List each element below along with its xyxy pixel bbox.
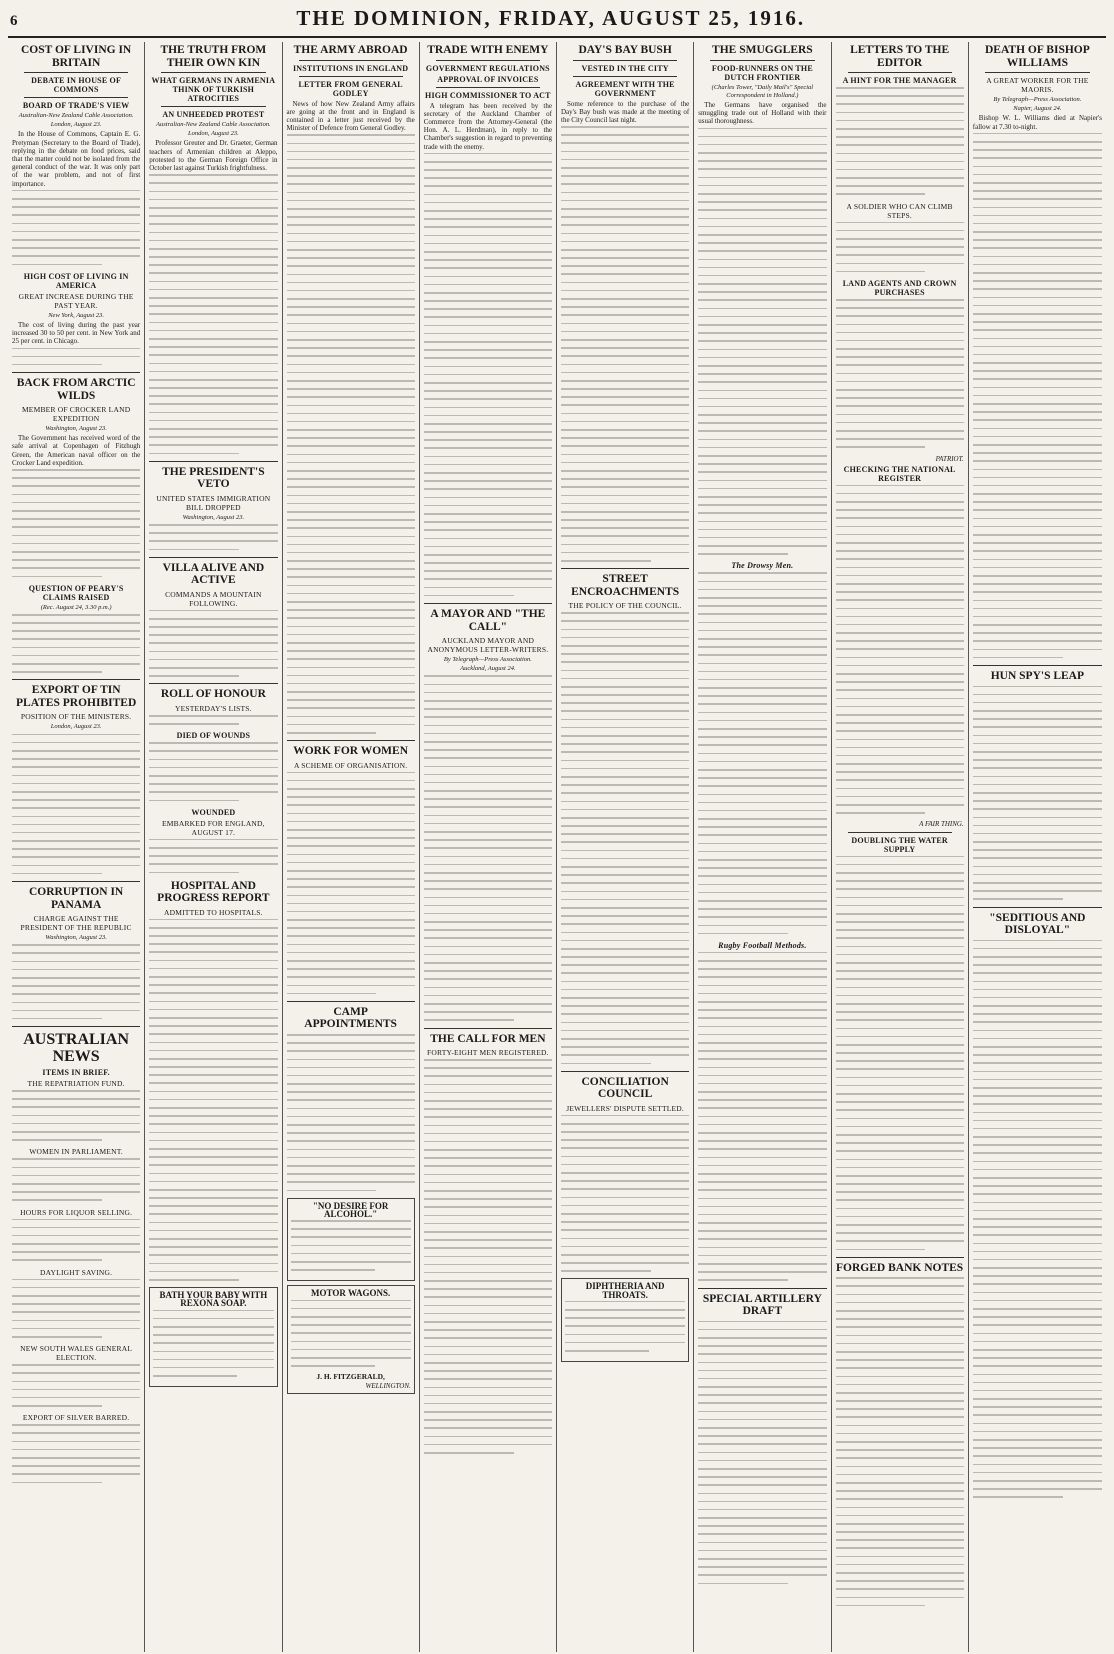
text-lines [836,222,964,273]
subhead: THE POLICY OF THE COUNCIL. [568,601,682,611]
headline-mayor-and-call: A MAYOR AND "THE CALL" [430,608,546,633]
headline-smugglers: THE SMUGGLERS [712,44,813,56]
subhead: THE REPATRIATION FUND. [27,1079,125,1089]
text-lines [698,128,826,555]
text-lines [561,1115,689,1272]
text-lines [836,856,964,1251]
source-line: Australian-New Zealand Cable Association. [156,121,271,128]
subhead: Rugby Football Methods. [718,940,807,950]
subhead: POSITION OF THE MINISTERS. [20,712,132,722]
subhead: DOUBLING THE WATER SUPPLY [851,835,948,854]
headline-panama: CORRUPTION IN PANAMA [29,886,124,911]
subhead: A SCHEME OF ORGANISATION. [293,760,408,770]
source-line: By Telegraph—Press Association. [993,96,1082,103]
dateline: Washington, August 23. [45,425,107,433]
ad-heading: BATH YOUR BABY WITH REXONA SOAP. [159,1290,268,1309]
dateline: London, August 23. [187,130,239,138]
headline-forged-bank-notes: FORGED BANK NOTES [836,1261,964,1274]
article-text: The cost of living during the past year increased 30 to 50 per cent. in New York and 25 per cent. in Chicago. [12,320,141,346]
headline-cost-of-living: COST OF LIVING IN BRITAIN [21,44,132,69]
subhead: GREAT INCREASE DURING THE PAST YEAR. [18,291,134,310]
subhead: A HINT FOR THE MANAGER [842,76,957,85]
subhead: HOURS FOR LIQUOR SELLING. [20,1207,133,1217]
headline-death-bishop-williams: DEATH OF BISHOP WILLIAMS [984,44,1090,69]
article-text: A telegram has been received by the secretary of the Auckland Chamber of Commerce from the Attorney-General (the Hon. A. L. Herdman), in reply to the Chamber's suggestion in regard to preventing trade with the enemy. [423,101,552,151]
headline-roll-of-honour: ROLL OF HONOUR [160,688,266,701]
headline-special-artillery-draft: SPECIAL ARTILLERY DRAFT [702,1292,822,1318]
ad-place: WELLINGTON. [365,1381,411,1390]
subhead: GOVERNMENT REGULATIONS [425,63,550,73]
ad-heading: "NO DESIRE FOR ALCOHOL." [312,1200,389,1219]
headline-camp-appointments: CAMP APPOINTMENTS [304,1005,397,1031]
ad-heading: MOTOR WAGONS. [311,1288,391,1299]
newspaper-title: THE DOMINION, FRIDAY, AUGUST 25, 1916. [296,6,806,30]
headline-army-abroad: THE ARMY ABROAD [293,44,408,56]
text-lines [12,614,140,673]
article-text: Professor Greuter and Dr. Graeter, German teachers of Armenian children at Aleppo, protested to the German Foreign Office in October last against Turkish frightfulness. [149,139,278,173]
dateline: London, August 23. [50,723,102,731]
subhead: VESTED IN THE CITY [581,63,669,73]
ad-heading: DIPHTHERIA AND THROATS. [585,1281,665,1300]
text-lines [836,87,964,195]
text-lines [153,1310,273,1377]
text-lines [424,675,552,1020]
headline-days-bay-bush: DAY'S BAY BUSH [578,44,672,56]
text-lines [698,952,826,1281]
text-lines [973,133,1102,659]
text-lines [12,1364,140,1407]
text-lines [424,153,552,597]
source-line: By Telegraph—Press Association. [443,656,532,664]
subhead: CHARGE AGAINST THE PRESIDENT OF THE REPUBLIC [20,914,132,932]
subhead: A SOLDIER WHO CAN CLIMB STEPS. [846,201,953,220]
text-lines [973,686,1102,900]
text-lines [12,734,140,875]
subhead: YESTERDAY'S LISTS. [174,703,252,713]
text-lines [12,190,140,265]
article-text: The Germans have organised the smuggling trade out of Holland with their usual thoroughness. [698,100,827,126]
headline-president-veto: THE PRESIDENT'S VETO [162,465,265,491]
text-lines [424,1059,552,1454]
text-lines [12,1219,140,1262]
text-lines [291,1220,411,1271]
dateline: Napier, August 24. [1013,105,1062,113]
text-lines [287,134,415,733]
subhead: EXPORT OF SILVER BARRED. [22,1413,130,1423]
dateline: New York, August 23. [48,311,105,319]
headline-street-encroachments: STREET ENCROACHMENTS [571,573,680,598]
subhead: HIGH COMMISSIONER TO ACT [425,90,551,100]
column-4 [420,42,557,1652]
subhead: JEWELLERS' DISPUTE SETTLED. [566,1103,685,1113]
column-2 [145,42,282,1652]
headline-arctic: BACK FROM ARCTIC WILDS [16,377,136,402]
text-lines [561,126,689,562]
headline-seditious-disloyal: "SEDITIOUS AND DISLOYAL" [989,911,1086,937]
text-lines [836,1277,964,1606]
article-text: The Government has received word of the safe arrival at Copenhagen of Fitzhugh Green, the American naval officer on the Crocker Land expedition. [12,434,141,467]
text-lines [149,174,277,454]
subhead: FOOD-RUNNERS ON THE DUTCH FRONTIER [711,63,813,82]
column-7 [832,42,969,1652]
letter-signature: PATRIOT. [935,454,964,463]
text-lines [836,485,964,814]
article-text: Some reference to the purchase of the Day's Bay bush was made at the meeting of the City Council last night. [561,99,690,124]
subhead: BOARD OF TRADE'S VIEW [22,101,130,110]
headline-call-for-men: THE CALL FOR MEN [430,1032,546,1045]
headline-letters-to-editor: LETTERS TO THE EDITOR [850,44,950,69]
text-lines [836,299,964,448]
text-lines [149,742,277,801]
subhead: DIED OF WOUNDS [176,731,251,741]
text-lines [149,524,277,550]
dateline: London, August 23. [50,121,102,129]
column-1 [8,42,145,1652]
subhead: WHAT GERMANS IN ARMENIA THINK OF TURKISH ATROCITIES [151,76,276,103]
text-lines [12,944,140,1019]
masthead [8,6,1106,38]
dateline: Washington, August 23. [182,513,245,521]
subhead: WOUNDED [191,807,236,817]
subhead: HIGH COST OF LIVING IN AMERICA [23,271,129,290]
text-lines [565,1301,685,1352]
text-lines [149,715,277,725]
text-lines [561,612,689,1064]
subhead: COMMANDS A MOUNTAIN FOLLOWING. [165,589,262,608]
subhead: MEMBER OF CROCKER LAND EXPEDITION [21,405,131,424]
headline-hospital-report: HOSPITAL AND PROGRESS REPORT [157,879,270,905]
page-number: 6 [10,13,18,29]
headline-truth: THE TRUTH FROM THEIR OWN KIN [160,44,267,69]
headline-work-for-women: WORK FOR WOMEN [293,745,409,758]
text-lines [12,469,140,577]
text-lines [287,772,415,995]
text-lines [698,1321,826,1585]
subhead: INSTITUTIONS IN ENGLAND [292,63,409,73]
column-grid [8,42,1106,1652]
correspondent-line: (Charles Tower, "Daily Mail's" Special Correspondent in Holland.) [711,83,814,99]
dateline: Washington, August 23. [45,934,107,941]
text-lines [12,1279,140,1338]
column-6 [694,42,831,1652]
text-lines [12,1158,140,1201]
letter-signature: A FAIR THING. [919,820,964,829]
headline-trade-with-enemy: TRADE WITH ENEMY [427,44,549,56]
column-5 [557,42,694,1652]
article-text: In the House of Commons, Captain E. G. Pretyman (Secretary to the Board of Trade), replying in the debate on food prices, said that the matter could not be isolated from the general conduct of the war. It was only part of the war problem, and not of first importance. [12,130,141,188]
text-lines [149,610,277,677]
source-line: Australian-New Zealand Cable Association. [18,112,134,119]
column-3 [283,42,420,1652]
subhead: ADMITTED TO HOSPITALS. [164,907,263,917]
advertisement-motor-wagons [287,1285,415,1393]
advertisement-rexona [149,1287,277,1387]
subhead: DAYLIGHT SAVING. [40,1267,113,1277]
subhead: The Drowsy Men. [731,561,794,571]
text-lines [12,348,140,366]
text-lines [12,1424,140,1483]
subhead: AUCKLAND MAYOR AND ANONYMOUS LETTER-WRITERS. [427,636,549,655]
text-lines [149,839,277,873]
subhead: UNITED STATES IMMIGRATION BILL DROPPED [156,493,271,512]
subhead: LAND AGENTS AND CROWN PURCHASES [842,278,957,297]
dateline: (Rec. August 24, 3.30 p.m.) [40,603,112,611]
subhead: FORTY-EIGHT MEN REGISTERED. [427,1048,549,1057]
headline-australian-news: AUSTRALIAN NEWS [23,1031,130,1066]
text-lines [12,1090,140,1141]
dateline: Auckland, August 24. [460,665,516,673]
headline-conciliation-council: CONCILIATION COUNCIL [581,1075,669,1101]
subhead: WOMEN IN PARLIAMENT. [29,1147,124,1157]
text-lines [291,1300,411,1367]
subhead: CHECKING THE NATIONAL REGISTER [843,464,956,483]
subhead: DEBATE IN HOUSE OF COMMONS [31,76,122,94]
headline-villa: VILLA ALIVE AND ACTIVE [162,561,265,587]
subhead: QUESTION OF PEARY'S CLAIMS RAISED [28,583,124,602]
text-lines [287,1034,415,1191]
column-8 [969,42,1106,1652]
subhead: AGREEMENT WITH THE GOVERNMENT [575,79,675,98]
subhead: AN UNHEEDED PROTEST [162,110,265,119]
text-lines [973,940,1102,1498]
headline-tin-plates: EXPORT OF TIN PLATES PROHIBITED [16,684,137,709]
article-text: News of how New Zealand Army affairs are going at the front and in England is contained in a letter just received by the Minister of Defence from General Godley. [286,99,415,133]
headline-hun-spys-leap: HUN SPY'S LEAP [990,670,1085,682]
text-lines [149,919,277,1281]
ad-signature: J. H. FITZGERALD, [316,1372,385,1382]
subhead: NEW SOUTH WALES GENERAL ELECTION. [20,1344,133,1363]
text-lines [698,572,826,934]
subhead: ITEMS IN BRIEF. [42,1068,110,1078]
subhead: LETTER FROM GENERAL GODLEY [298,79,403,98]
subhead: EMBARKED FOR ENGLAND, AUGUST 17. [162,818,265,837]
advertisement-alcohol [287,1198,415,1282]
advertisement-diphtheria [561,1278,689,1362]
subhead: APPROVAL OF INVOICES [437,74,539,84]
subhead: A GREAT WORKER FOR THE MAORIS. [986,76,1089,94]
article-text: Bishop W. L. Williams died at Napier's fallow at 7.30 to-night. [972,114,1102,131]
